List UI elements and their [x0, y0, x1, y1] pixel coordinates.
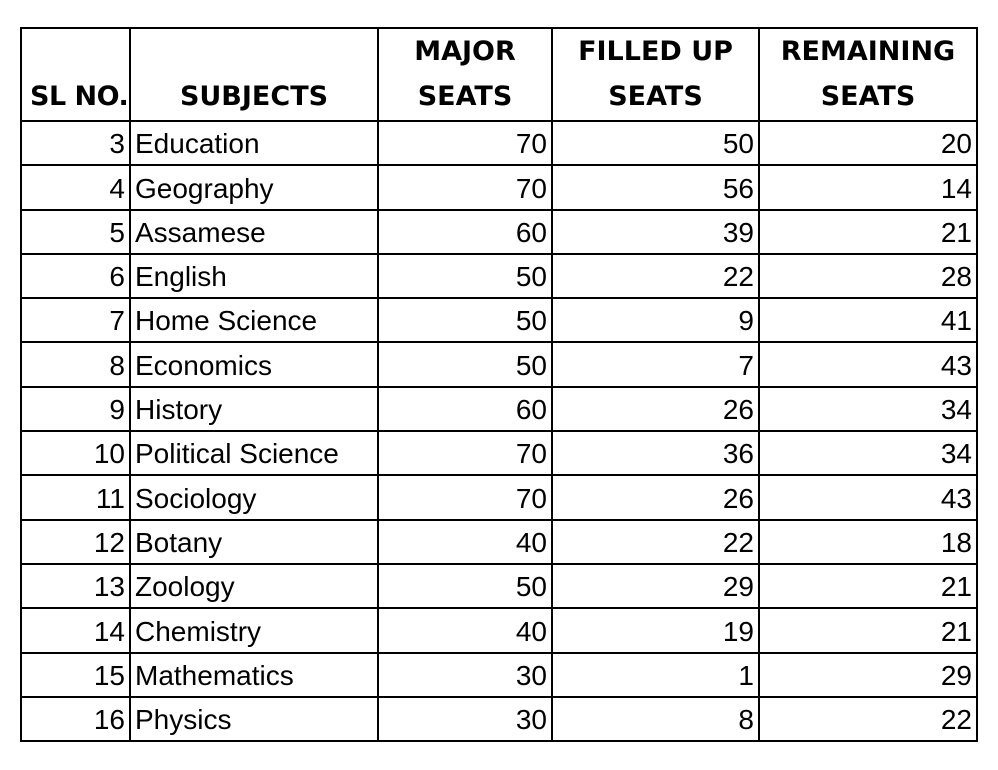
header-filled-up-seats-line-1: FILLED UP [578, 36, 733, 67]
cell-subject: Education [130, 121, 378, 165]
cell-remaining-seats: 34 [759, 431, 977, 475]
cell-sl-no: 8 [21, 342, 130, 386]
cell-sl-no: 9 [21, 387, 130, 431]
cell-major-seats: 40 [378, 520, 552, 564]
cell-filled-up-seats: 9 [552, 298, 759, 342]
cell-filled-up-seats: 26 [552, 475, 759, 519]
cell-major-seats: 70 [378, 475, 552, 519]
cell-filled-up-seats: 22 [552, 254, 759, 298]
cell-remaining-seats: 22 [759, 697, 977, 741]
cell-major-seats: 30 [378, 697, 552, 741]
table-row [21, 121, 977, 165]
table-body [21, 121, 977, 741]
table-row [21, 165, 977, 209]
table-row [21, 342, 977, 386]
cell-remaining-seats: 34 [759, 387, 977, 431]
cell-sl-no: 10 [21, 431, 130, 475]
cell-sl-no: 16 [21, 697, 130, 741]
cell-sl-no: 3 [21, 121, 130, 165]
cell-filled-up-seats: 26 [552, 387, 759, 431]
header-major-seats [378, 28, 552, 121]
cell-sl-no: 6 [21, 254, 130, 298]
table-row [21, 564, 977, 608]
cell-remaining-seats: 20 [759, 121, 977, 165]
header-filled-up-seats [552, 28, 759, 121]
table-row [21, 431, 977, 475]
cell-major-seats: 50 [378, 342, 552, 386]
cell-filled-up-seats: 29 [552, 564, 759, 608]
cell-filled-up-seats: 22 [552, 520, 759, 564]
cell-major-seats: 70 [378, 121, 552, 165]
cell-major-seats: 50 [378, 298, 552, 342]
header-remaining-seats-line-2: SEATS [820, 81, 916, 112]
table-row [21, 475, 977, 519]
cell-remaining-seats: 21 [759, 210, 977, 254]
cell-remaining-seats: 43 [759, 342, 977, 386]
cell-remaining-seats: 21 [759, 564, 977, 608]
cell-subject: Botany [130, 520, 378, 564]
cell-subject: Sociology [130, 475, 378, 519]
header-sl-no: SL NO. [21, 28, 130, 121]
header-remaining-seats [759, 28, 977, 121]
cell-major-seats: 60 [378, 210, 552, 254]
cell-major-seats: 70 [378, 431, 552, 475]
cell-remaining-seats: 29 [759, 653, 977, 697]
cell-subject: Economics [130, 342, 378, 386]
cell-major-seats: 60 [378, 387, 552, 431]
cell-major-seats: 50 [378, 254, 552, 298]
table-row [21, 254, 977, 298]
cell-remaining-seats: 41 [759, 298, 977, 342]
cell-sl-no: 7 [21, 298, 130, 342]
cell-subject: Physics [130, 697, 378, 741]
cell-subject: Assamese [130, 210, 378, 254]
header-remaining-seats-line-1: REMAINING [780, 36, 956, 67]
cell-subject: Geography [130, 165, 378, 209]
cell-subject: Mathematics [130, 653, 378, 697]
cell-remaining-seats: 14 [759, 165, 977, 209]
cell-subject: Home Science [130, 298, 378, 342]
cell-subject: English [130, 254, 378, 298]
table-row [21, 697, 977, 741]
cell-major-seats: 50 [378, 564, 552, 608]
cell-filled-up-seats: 50 [552, 121, 759, 165]
cell-filled-up-seats: 36 [552, 431, 759, 475]
table-row [21, 387, 977, 431]
seat-table [20, 27, 978, 742]
table-row [21, 210, 977, 254]
header-major-seats-line-1: MAJOR [414, 36, 516, 67]
cell-subject: Chemistry [130, 608, 378, 652]
cell-subject: Political Science [130, 431, 378, 475]
table-row [21, 653, 977, 697]
header-subjects: SUBJECTS [130, 28, 378, 121]
cell-sl-no: 13 [21, 564, 130, 608]
cell-filled-up-seats: 56 [552, 165, 759, 209]
cell-remaining-seats: 28 [759, 254, 977, 298]
cell-subject: History [130, 387, 378, 431]
cell-sl-no: 4 [21, 165, 130, 209]
cell-remaining-seats: 21 [759, 608, 977, 652]
cell-sl-no: 15 [21, 653, 130, 697]
cell-subject: Zoology [130, 564, 378, 608]
cell-filled-up-seats: 8 [552, 697, 759, 741]
table-row [21, 520, 977, 564]
cell-sl-no: 11 [21, 475, 130, 519]
cell-major-seats: 40 [378, 608, 552, 652]
cell-sl-no: 5 [21, 210, 130, 254]
cell-filled-up-seats: 39 [552, 210, 759, 254]
header-row [21, 28, 977, 121]
cell-filled-up-seats: 1 [552, 653, 759, 697]
cell-remaining-seats: 18 [759, 520, 977, 564]
cell-sl-no: 14 [21, 608, 130, 652]
cell-filled-up-seats: 7 [552, 342, 759, 386]
header-filled-up-seats-line-2: SEATS [608, 81, 703, 112]
cell-filled-up-seats: 19 [552, 608, 759, 652]
table-row [21, 298, 977, 342]
cell-major-seats: 30 [378, 653, 552, 697]
table-row [21, 608, 977, 652]
cell-remaining-seats: 43 [759, 475, 977, 519]
cell-major-seats: 70 [378, 165, 552, 209]
cell-sl-no: 12 [21, 520, 130, 564]
header-major-seats-line-2: SEATS [417, 81, 513, 112]
